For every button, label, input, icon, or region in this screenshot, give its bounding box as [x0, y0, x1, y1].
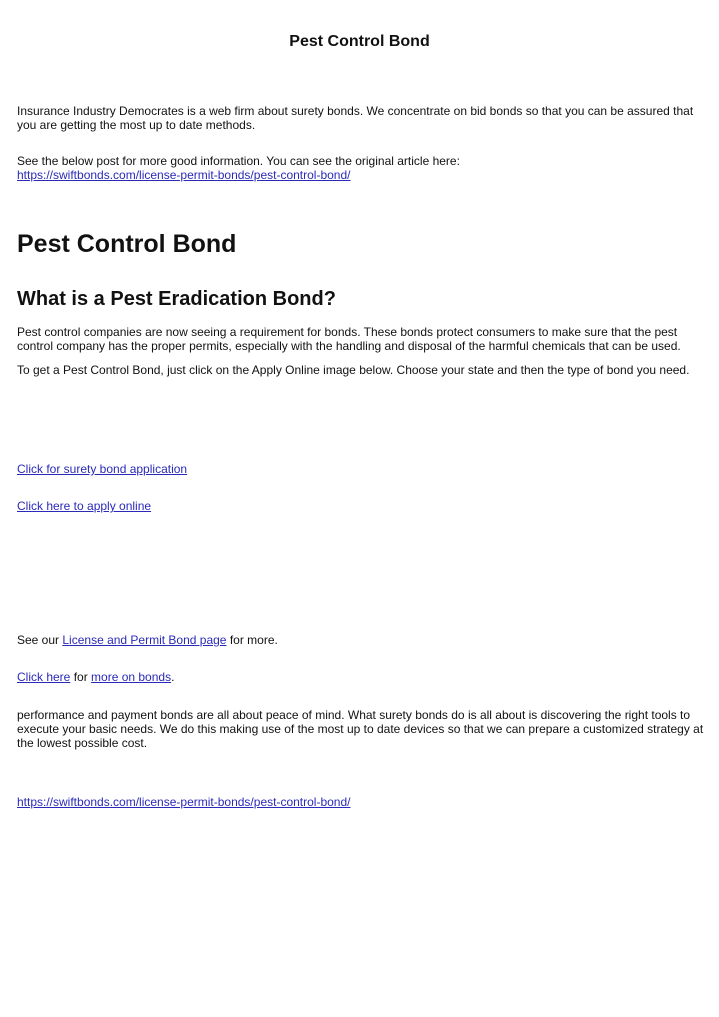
intro-paragraph: Insurance Industry Democrates is a web firm about surety bonds. We concentrate on bid bonds so that you can be assured that you are getting the most up to date methods.: [17, 104, 694, 132]
article-paragraph-1: Pest control companies are now seeing a requirement for bonds. These bonds protect consumers to make sure that the pest control company has the proper permits, especially with the handling and disposal of the harmful chemicals that can be used.: [17, 325, 681, 353]
see-below-text: See the below post for more good information. You can see the original article here:: [17, 154, 460, 168]
see-below-block: [17, 154, 705, 182]
closing-paragraph: performance and payment bonds are all about peace of mind. What surety bonds do is all about is discovering the right tools to execute your basic needs. We do this making use of the most up to date devices so that we can prepare a customized strategy at the lowest possible cost.: [17, 708, 704, 750]
apply-online-link[interactable]: Click here to apply online: [17, 499, 152, 513]
footer-article-link[interactable]: https://swiftbonds.com/license-permit-bonds/pest-control-bond/: [17, 795, 351, 809]
click-here-suffix: .: [171, 670, 175, 684]
click-here-line: [17, 670, 705, 684]
see-our-line: [17, 633, 705, 647]
article-subheading: What is a Pest Eradication Bond?: [17, 288, 336, 310]
footer-link-line: [17, 795, 705, 809]
original-article-link[interactable]: https://swiftbonds.com/license-permit-bonds/pest-control-bond/: [17, 168, 351, 182]
click-here-link[interactable]: Click here: [17, 670, 71, 684]
application-link-line: [17, 462, 705, 476]
apply-online-link-line: [17, 499, 705, 513]
click-here-middle: for: [70, 670, 92, 684]
see-our-suffix: for more.: [226, 633, 278, 647]
surety-bond-application-link[interactable]: Click for surety bond application: [17, 462, 188, 476]
document-title: Pest Control Bond: [289, 33, 430, 50]
article-paragraph-2: To get a Pest Control Bond, just click on the Apply Online image below. Choose your state and then the type of bond you need.: [17, 363, 690, 377]
see-our-prefix: See our: [17, 633, 63, 647]
license-permit-bond-page-link[interactable]: License and Permit Bond page: [62, 633, 227, 647]
more-on-bonds-link[interactable]: more on bonds: [91, 670, 172, 684]
article-heading: Pest Control Bond: [17, 230, 237, 258]
